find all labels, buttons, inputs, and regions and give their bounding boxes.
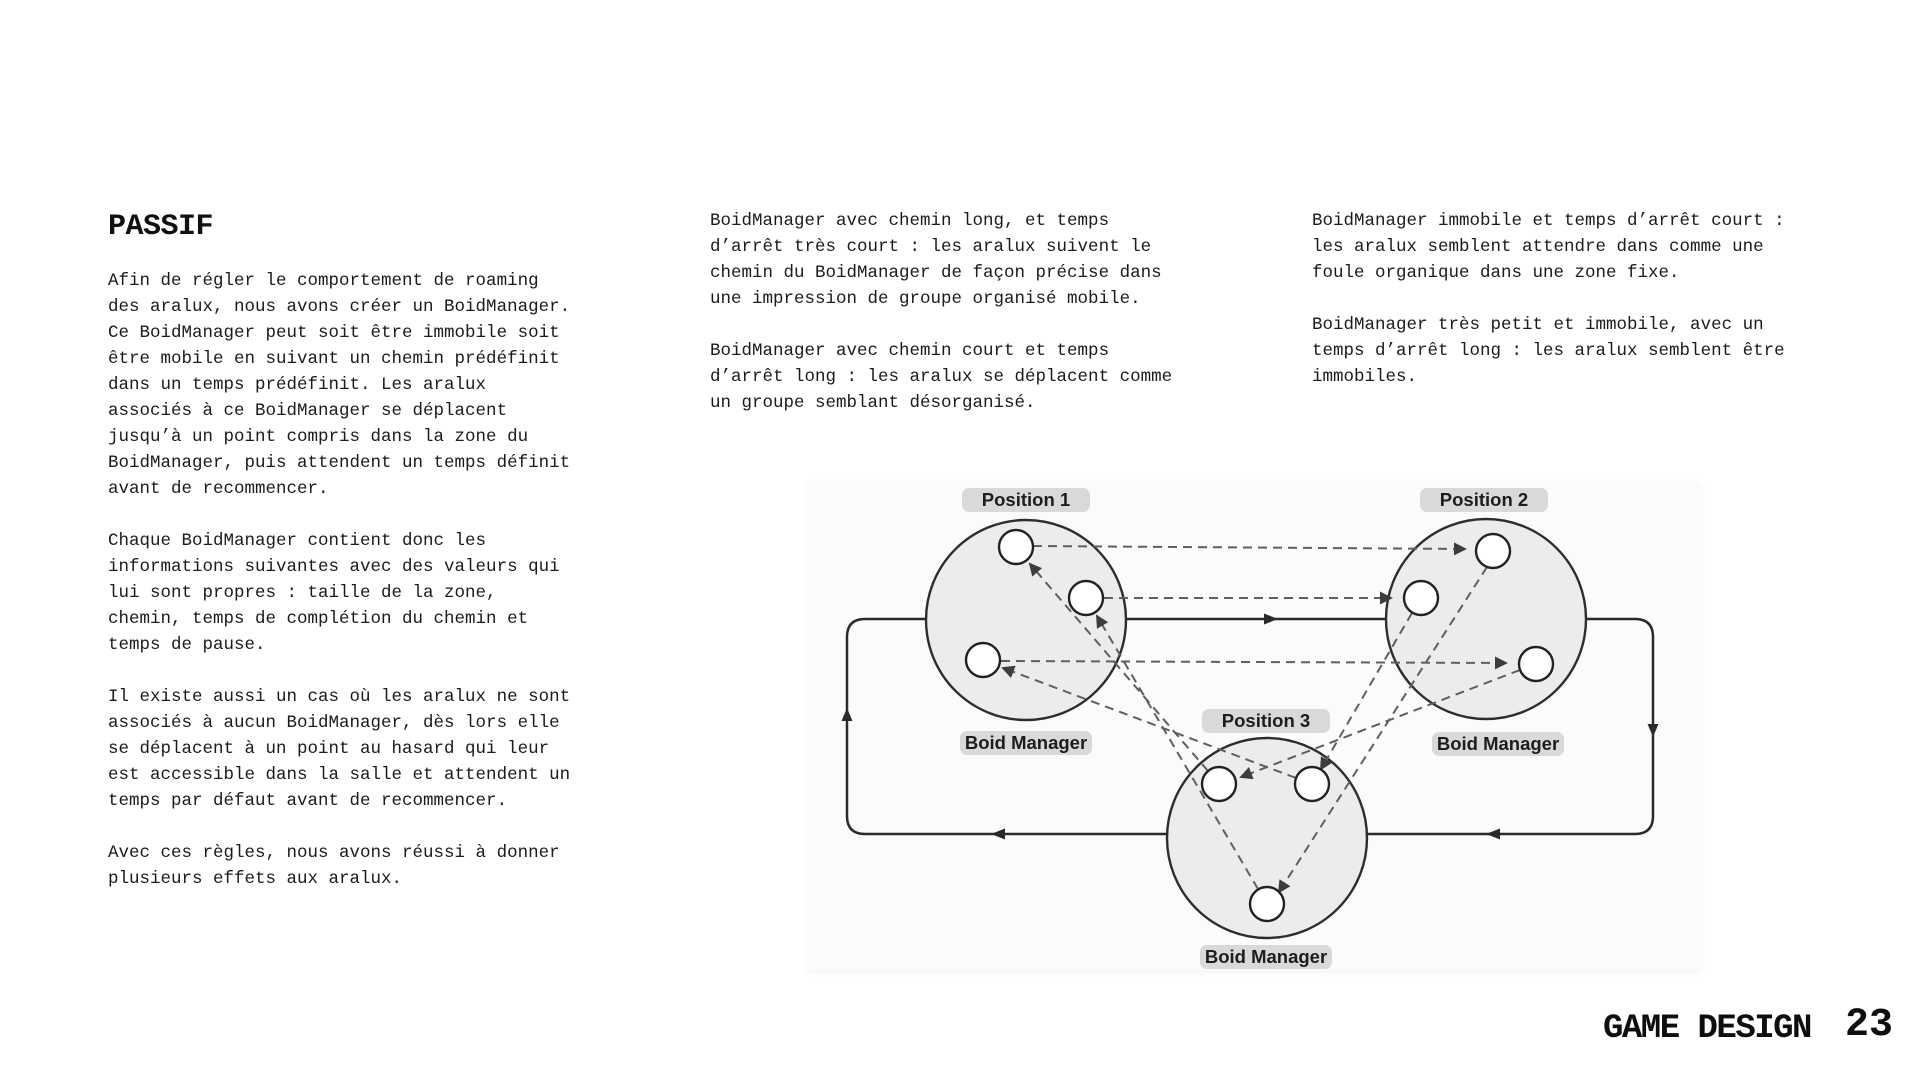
text-line: immobiles. bbox=[1312, 367, 1418, 387]
text-line: les aralux semblent attendre dans comme une bbox=[1312, 237, 1764, 257]
loop-arrow-left-1 bbox=[1486, 829, 1500, 840]
text-line: Ce BoidManager peut soit être immobile soit bbox=[108, 323, 560, 343]
paragraph bbox=[108, 528, 608, 658]
text-line: temps par défaut avant de recommencer. bbox=[108, 791, 508, 811]
boid-p3-bottom bbox=[1250, 887, 1284, 921]
svg-text:Position 2: Position 2 bbox=[1439, 489, 1529, 510]
text-line: BoidManager avec chemin long, et temps bbox=[710, 211, 1110, 231]
text-line: est accessible dans la salle et attendent un bbox=[108, 765, 571, 785]
label-position-2 bbox=[1420, 488, 1548, 512]
text-line: foule organique dans une zone fixe. bbox=[1312, 263, 1680, 283]
paragraph bbox=[710, 208, 1210, 312]
paragraph bbox=[108, 840, 608, 892]
text-line: Avec ces règles, nous avons réussi à donner bbox=[108, 843, 560, 863]
boid-path-p1-p2-top bbox=[1033, 546, 1465, 549]
label-boid-manager-3 bbox=[1200, 945, 1332, 969]
text-line: lui sont propres : taille de la zone, bbox=[108, 583, 497, 603]
boid-p1-top bbox=[999, 530, 1033, 564]
diagram-svg bbox=[808, 482, 1700, 970]
footer-page-number: 23 bbox=[1845, 1003, 1894, 1048]
middle-column-text bbox=[710, 208, 1210, 416]
label-boid-manager-2 bbox=[1432, 732, 1564, 756]
svg-text:Boid Manager: Boid Manager bbox=[964, 732, 1088, 753]
text-line: informations suivantes avec des valeurs qui bbox=[108, 557, 560, 577]
paragraph bbox=[108, 684, 608, 814]
middle-column bbox=[710, 208, 1210, 416]
svg-text:Position 1: Position 1 bbox=[981, 489, 1071, 510]
page-title: PASSIF bbox=[108, 210, 214, 244]
text-line: BoidManager très petit et immobile, avec un bbox=[1312, 315, 1764, 335]
label-position-3 bbox=[1202, 709, 1330, 733]
loop-arrow-right bbox=[1264, 614, 1278, 625]
left-column bbox=[108, 210, 608, 892]
label-position-1 bbox=[962, 488, 1090, 512]
text-line: BoidManager, puis attendent un temps définit bbox=[108, 453, 571, 473]
text-line: des aralux, nous avons créer un BoidManager. bbox=[108, 297, 571, 317]
svg-text:Boid Manager: Boid Manager bbox=[1204, 946, 1328, 967]
loop-arrow-up bbox=[842, 708, 853, 721]
text-line: temps d’arrêt long : les aralux semblent être bbox=[1312, 341, 1785, 361]
text-line: dans un temps prédéfinit. Les aralux bbox=[108, 375, 487, 395]
boid-p3-left bbox=[1202, 767, 1236, 801]
text-line: associés à aucun BoidManager, dès lors elle bbox=[108, 713, 560, 733]
text-line: BoidManager immobile et temps d’arrêt court : bbox=[1312, 211, 1785, 231]
boid-p1-bottom bbox=[966, 643, 1000, 677]
text-line: chemin du BoidManager de façon précise dans bbox=[710, 263, 1162, 283]
text-line: avant de recommencer. bbox=[108, 479, 329, 499]
boid-p3-right bbox=[1295, 767, 1329, 801]
boid-manager-diagram bbox=[808, 482, 1700, 970]
text-line: plusieurs effets aux aralux. bbox=[108, 869, 403, 889]
paragraph bbox=[108, 268, 608, 502]
text-line: temps de pause. bbox=[108, 635, 266, 655]
svg-text:Boid Manager: Boid Manager bbox=[1436, 733, 1560, 754]
text-line: être mobile en suivant un chemin prédéfinit bbox=[108, 349, 560, 369]
boid-p2-top bbox=[1476, 534, 1510, 568]
boid-p2-left bbox=[1404, 581, 1438, 615]
text-line: Afin de régler le comportement de roaming bbox=[108, 271, 539, 291]
paragraph bbox=[1312, 312, 1832, 390]
text-line: chemin, temps de complétion du chemin et bbox=[108, 609, 529, 629]
label-boid-manager-1 bbox=[960, 731, 1092, 755]
right-column-text bbox=[1312, 208, 1832, 390]
loop-arrow-down bbox=[1648, 724, 1659, 737]
text-line: un groupe semblant désorganisé. bbox=[710, 393, 1036, 413]
text-line: une impression de groupe organisé mobile. bbox=[710, 289, 1141, 309]
text-line: d’arrêt très court : les aralux suivent le bbox=[710, 237, 1152, 257]
paragraph bbox=[1312, 208, 1832, 286]
footer-section-label: GAME DESIGN bbox=[1603, 1010, 1811, 1048]
text-line: Chaque BoidManager contient donc les bbox=[108, 531, 487, 551]
paragraph bbox=[710, 338, 1210, 416]
boid-p2-bottom bbox=[1519, 647, 1553, 681]
boid-p1-mid bbox=[1069, 581, 1103, 615]
text-line: se déplacent à un point au hasard qui leur bbox=[108, 739, 550, 759]
text-line: BoidManager avec chemin court et temps bbox=[710, 341, 1110, 361]
text-line: associés à ce BoidManager se déplacent bbox=[108, 401, 508, 421]
text-line: Il existe aussi un cas où les aralux ne sont bbox=[108, 687, 571, 707]
right-column bbox=[1312, 208, 1832, 390]
text-line: jusqu’à un point compris dans la zone du bbox=[108, 427, 529, 447]
left-column-text bbox=[108, 268, 608, 892]
text-line: d’arrêt long : les aralux se déplacent comme bbox=[710, 367, 1173, 387]
svg-text:Position 3: Position 3 bbox=[1221, 710, 1311, 731]
loop-arrow-left-2 bbox=[991, 829, 1005, 840]
